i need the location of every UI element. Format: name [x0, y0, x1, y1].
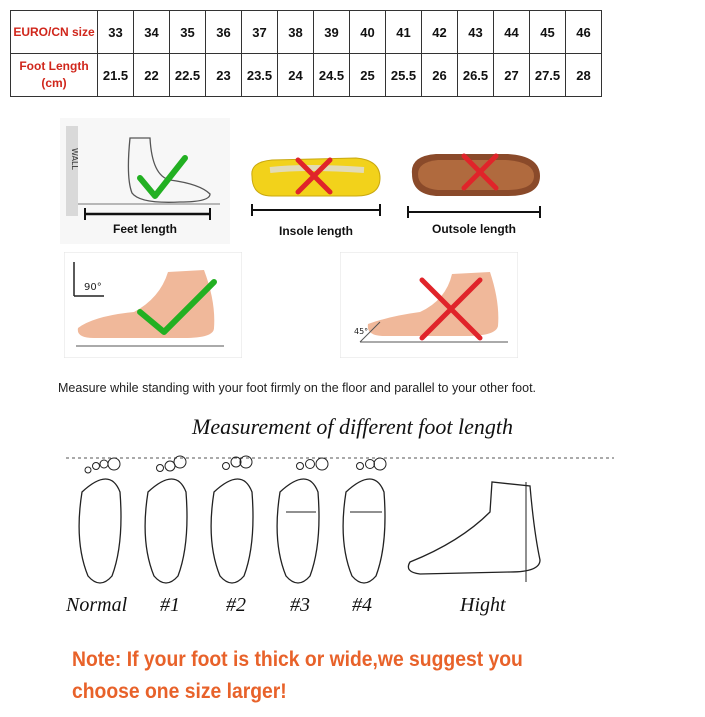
euro-size-cell: 39	[314, 11, 350, 54]
euro-size-cell: 44	[494, 11, 530, 54]
foot-length-cell: 26.5	[458, 54, 494, 97]
foot-length-cell: 25.5	[386, 54, 422, 97]
euro-size-cell: 46	[566, 11, 602, 54]
euro-size-cell: 38	[278, 11, 314, 54]
euro-size-cell: 36	[206, 11, 242, 54]
foot-type-2-label: #2	[226, 594, 246, 616]
foot-length-cell: 27.5	[530, 54, 566, 97]
foot-length-cell: 21.5	[98, 54, 134, 97]
wall-label: WALL	[70, 148, 79, 170]
note-line-1: Note: If your foot is thick or wide,we suggest you	[72, 648, 523, 671]
wrong-posture-illustration	[340, 252, 518, 358]
feet-length-caption: Feet length	[112, 222, 177, 236]
measurement-heading: Measurement of different foot length	[192, 414, 513, 439]
foot-length-cell: 22.5	[170, 54, 206, 97]
insole-length-panel	[246, 140, 386, 244]
correct-posture-panel	[64, 252, 242, 358]
note-line-2: choose one size larger!	[72, 680, 287, 703]
feet-length-panel	[60, 118, 230, 244]
euro-size-cell: 40	[350, 11, 386, 54]
foot-length-header: Foot Length (cm)	[11, 54, 98, 97]
foot-type-3-label: #3	[290, 594, 310, 616]
foot-length-cell: 23	[206, 54, 242, 97]
euro-size-cell: 41	[386, 11, 422, 54]
euro-size-cell: 35	[170, 11, 206, 54]
euro-size-cell: 45	[530, 11, 566, 54]
euro-size-header: EURO/CN size	[11, 11, 98, 54]
foot-length-cell: 24.5	[314, 54, 350, 97]
outsole-length-panel	[404, 140, 544, 244]
foot-length-cell: 27	[494, 54, 530, 97]
tilted-angle-label: 45°	[354, 327, 369, 336]
wrong-posture-panel	[340, 252, 518, 358]
size-chart-table	[10, 10, 602, 97]
euro-size-cell: 42	[422, 11, 458, 54]
euro-size-cell: 34	[134, 11, 170, 54]
foot-type-hight-label: Hight	[460, 594, 506, 616]
foot-length-cell: 24	[278, 54, 314, 97]
euro-size-row	[11, 11, 602, 54]
foot-outlines-illustration	[60, 452, 620, 592]
foot-length-cell: 25	[350, 54, 386, 97]
insole-length-caption: Insole length	[278, 224, 353, 238]
euro-size-cell: 37	[242, 11, 278, 54]
foot-length-cell: 22	[134, 54, 170, 97]
foot-length-cell: 23.5	[242, 54, 278, 97]
foot-type-4-label: #4	[352, 594, 372, 616]
measure-instruction: Measure while standing with your foot firmly on the floor and parallel to your other foot.	[58, 381, 537, 395]
foot-type-normal-label: Normal	[66, 594, 128, 616]
foot-type-1-label: #1	[160, 594, 180, 616]
outsole-length-caption: Outsole length	[432, 222, 516, 236]
right-angle-label: 90°	[84, 282, 102, 293]
foot-length-row	[11, 54, 602, 97]
foot-length-cell: 28	[566, 54, 602, 97]
euro-size-cell: 43	[458, 11, 494, 54]
sizing-note	[72, 644, 587, 708]
foot-length-cell: 26	[422, 54, 458, 97]
euro-size-cell: 33	[98, 11, 134, 54]
correct-posture-illustration	[64, 252, 242, 358]
